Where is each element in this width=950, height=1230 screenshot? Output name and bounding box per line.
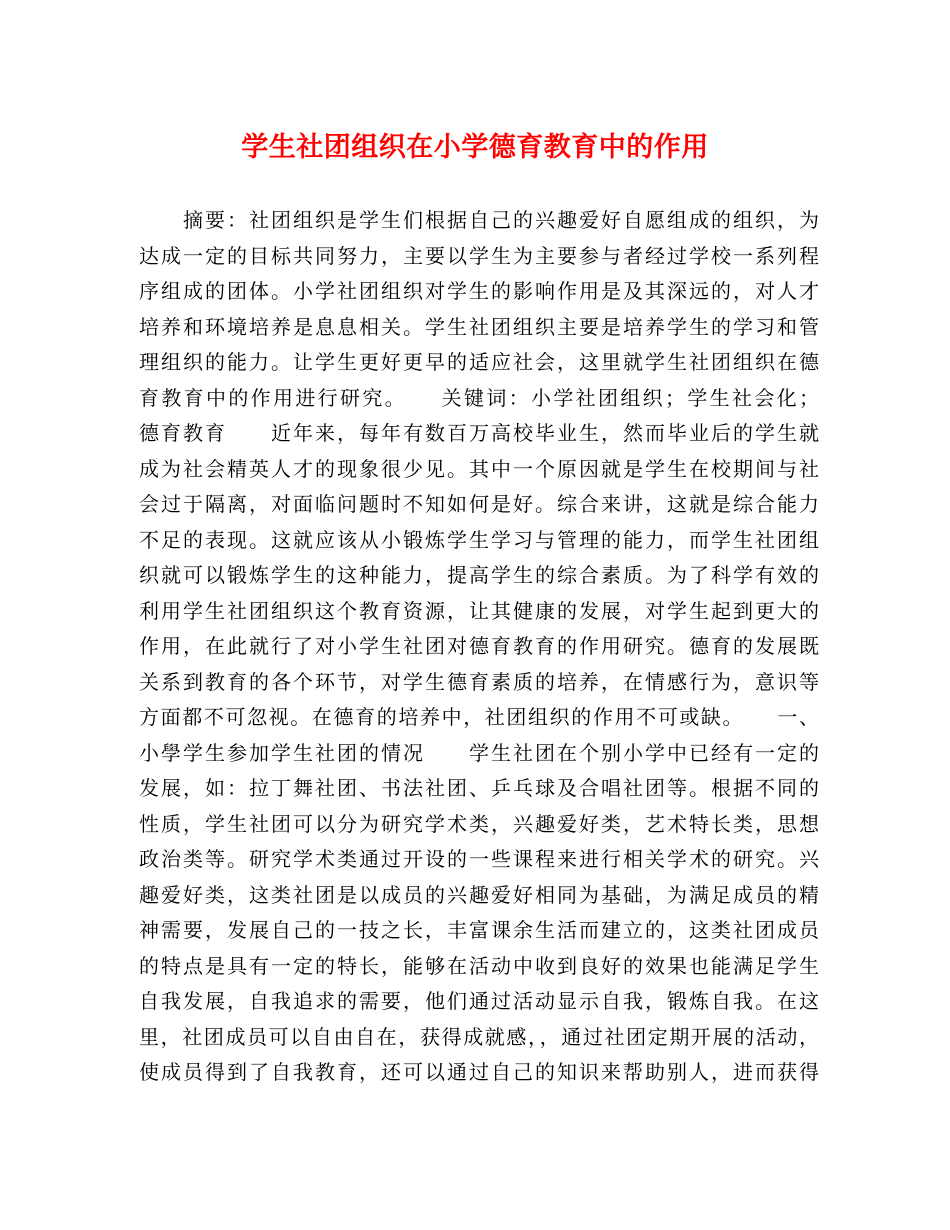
- body-line: 成为社会精英人才的现象很少见。其中一个原因就是学生在校期间与社: [139, 456, 819, 481]
- body-line: 方面都不可忽视。在德育的培养中，社团组织的作用不可或缺。 一、: [139, 705, 819, 729]
- body-line: 织就可以锻炼学生的这种能力，提高学生的综合素质。为了科学有效的: [139, 563, 819, 587]
- body-line: 德育教育 近年来，每年有数百万高校毕业生，然而毕业后的学生就: [139, 421, 819, 445]
- document-title: 学生社团组织在小学德育教育中的作用: [241, 132, 709, 163]
- body-line: 里，社团成员可以自由自在，获得成就感，，通过社团定期开展的活动，: [139, 1024, 819, 1049]
- body-line: 发展，如：拉丁舞社团、书法社团、乒乓球及合唱社团等。根据不同的: [139, 776, 819, 800]
- body-line: 理组织的能力。让学生更好更早的适应社会，这里就学生社团组织在德: [139, 350, 819, 374]
- body-line: 趣爱好类，这类社团是以成员的兴趣爱好相同为基础，为满足成员的精: [139, 882, 819, 907]
- body-line: 培养和环境培养是息息相关。学生社团组织主要是培养学生的学习和管: [139, 314, 819, 339]
- body-line: 作用，在此就行了对小学生社团对德育教育的作用研究。德育的发展既: [139, 634, 819, 658]
- body-line: 不足的表现。这就应该从小锻炼学生学习与管理的能力，而学生社团组: [139, 527, 819, 552]
- body-line: 性质，学生社团可以分为研究学术类，兴趣爱好类，艺术特长类，思想: [139, 811, 819, 836]
- body-line: 的特点是具有一定的特长，能够在活动中收到良好的效果也能满足学生: [139, 953, 819, 978]
- body-line: 政治类等。研究学术类通过开设的一些课程来进行相关学术的研究。兴: [139, 847, 819, 871]
- body-line: 利用学生社团组织这个教育资源，让其健康的发展，对学生起到更大的: [139, 598, 819, 623]
- body-line: 自我发展，自我追求的需要，他们通过活动显示自我，锻炼自我。在这: [139, 989, 819, 1013]
- body-line: 小學学生参加学生社团的情况 学生社团在个别小学中已经有一定的: [139, 740, 819, 765]
- body-line: 达成一定的目标共同努力，主要以学生为主要参与者经过学校一系列程: [139, 243, 819, 268]
- document-body: [139, 203, 819, 1091]
- body-line: 会过于隔离，对面临问题时不知如何是好。综合来讲，这就是综合能力: [139, 492, 819, 516]
- body-line: 神需要，发展自己的一技之长，丰富课余生活而建立的，这类社团成员: [139, 918, 819, 942]
- body-line: 育教育中的作用进行研究。 关键词：小学社团组织；学生社会化；: [139, 385, 819, 410]
- body-line: 关系到教育的各个环节，对学生德育素质的培养，在情感行为，意识等: [139, 669, 819, 694]
- body-line: 使成员得到了自我教育，还可以通过自己的知识来帮助别人，进而获得: [139, 1060, 819, 1084]
- body-line: 摘要：社团组织是学生们根据自己的兴趣爱好自愿组成的组织，为: [139, 208, 819, 232]
- body-line: 序组成的团体。小学社团组织对学生的影响作用是及其深远的，对人才: [139, 279, 819, 303]
